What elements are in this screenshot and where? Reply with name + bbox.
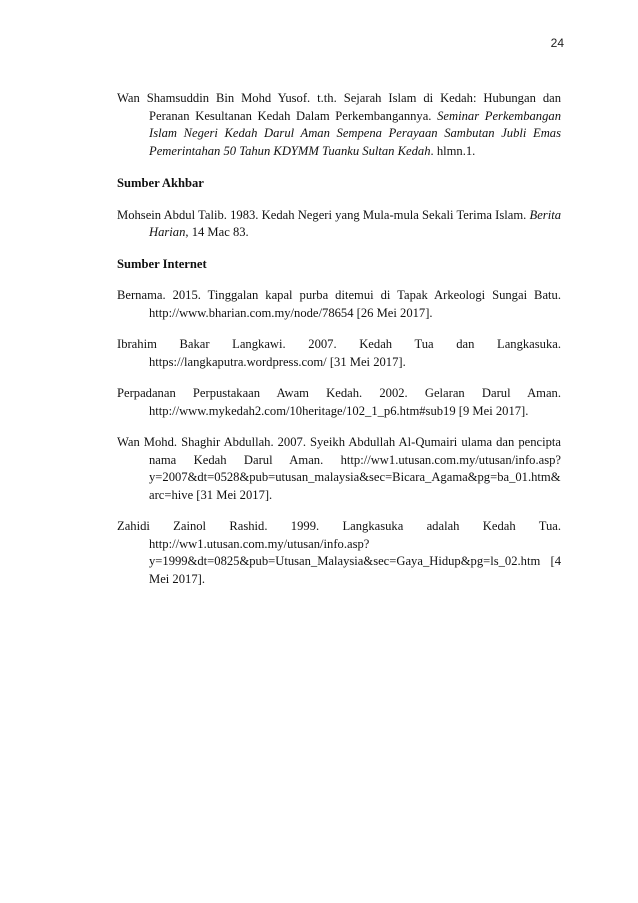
- reference-entry: [117, 90, 561, 160]
- section-heading-internet: Sumber Internet: [117, 256, 207, 271]
- reference-text: Wan Shamsuddin Bin Mohd Yusof. t.th. Sejarah Islam di Kedah: Hubungan dan Peranan Kesultanan Kedah Dalam Perkembangannya.: [117, 91, 561, 123]
- page-number: 24: [550, 36, 564, 50]
- bibliography: [117, 90, 561, 602]
- reference-title-italic: Seminar Perkembangan Islam Negeri Kedah Darul Aman Sempena Perayaan Sambutan Jubli Emas Pemerintahan 50 Tahun KDYMM Tuanku Sultan Kedah: [149, 108, 561, 158]
- reference-entry: Perpadanan Perpustakaan Awam Kedah. 2002. Gelaran Darul Aman. http://www.mykedah2.com/10heritage/102_1_p6.htm#sub19 [9 Mei 2017].: [117, 386, 561, 418]
- reference-entry: Wan Mohd. Shaghir Abdullah. 2007. Syeikh Abdullah Al-Qumairi ulama dan pencipta nama Kedah Darul Aman. http://ww1.utusan.com.my/utusan/info.asp?y=2007&dt=0528&pub=utusan_malaysia&sec=Bicara_Agama&pg=ba_01.htm&arc=hive [31 Mei 2017].: [117, 435, 561, 502]
- reference-text: Mohsein Abdul Talib. 1983. Kedah Negeri yang Mula-mula Sekali Terima Islam.: [117, 207, 530, 222]
- section-heading-akhbar: Sumber Akhbar: [117, 176, 204, 190]
- reference-entry: Bernama. 2015. Tinggalan kapal purba ditemui di Tapak Arkeologi Sungai Batu. http://www.bharian.com.my/node/78654 [26 Mei 2017].: [117, 288, 561, 320]
- reference-title-italic: Berita Harian: [149, 207, 561, 239]
- reference-text-end: . hlmn.1.: [430, 143, 476, 158]
- reference-entry: [117, 207, 561, 242]
- reference-text-end: , 14 Mac 83.: [185, 225, 249, 239]
- reference-entry: Zahidi Zainol Rashid. 1999. Langkasuka adalah Kedah Tua. http://ww1.utusan.com.my/utusan/info.asp?y=1999&dt=0825&pub=Utusan_Malaysia&sec=Gaya_Hidup&pg=ls_02.htm [4 Mei 2017].: [117, 519, 561, 586]
- reference-entry: Ibrahim Bakar Langkawi. 2007. Kedah Tua dan Langkasuka. https://langkaputra.wordpress.com/ [31 Mei 2017].: [117, 337, 561, 369]
